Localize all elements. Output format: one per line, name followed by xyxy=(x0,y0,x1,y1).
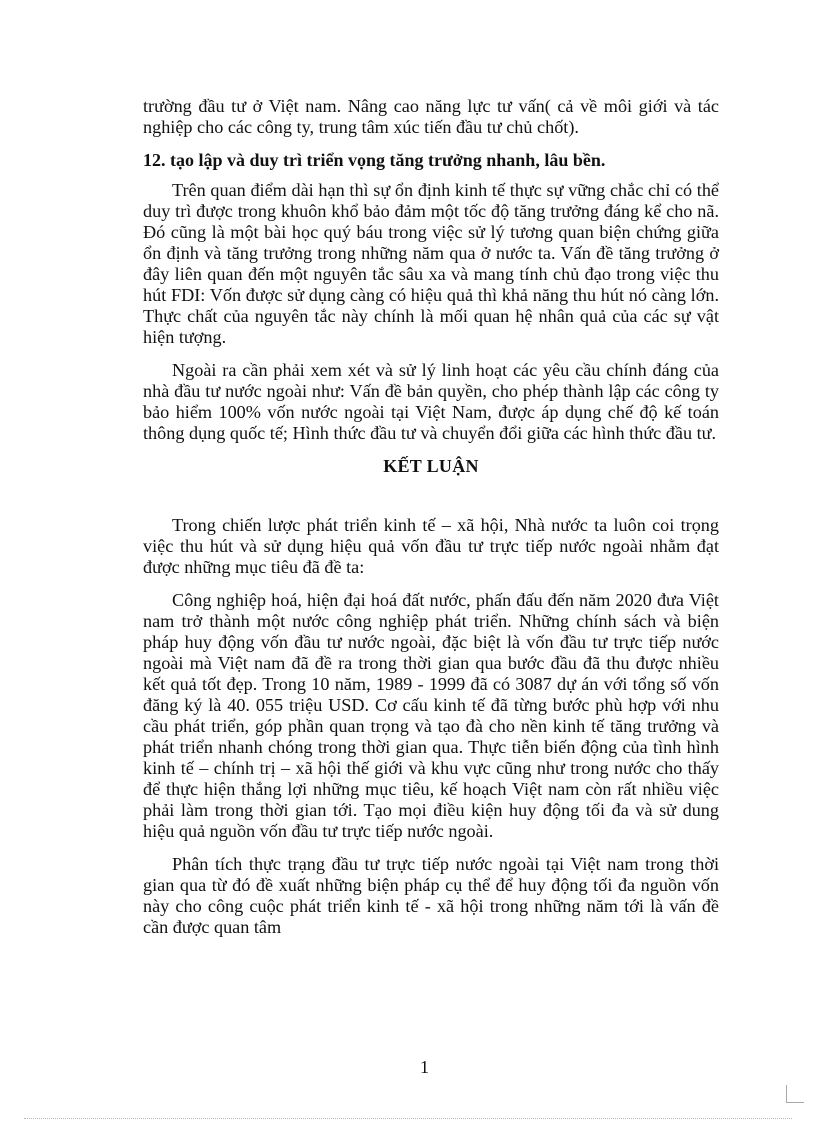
corner-mark-horizontal xyxy=(786,1102,804,1103)
conclusion-paragraph-3: Phân tích thực trạng đầu tư trực tiếp nước ngoài tại Việt nam trong thời gian qua từ đó đề xuất những biện pháp cụ thể để huy động tối đa nguồn vốn này cho công cuộc phát triển kinh tế - xã hội trong những năm tới là vấn đề cần được quan tâm xyxy=(143,854,719,937)
corner-mark-vertical xyxy=(786,1085,787,1103)
conclusion-paragraph-1: Trong chiến lược phát triển kinh tế – xã hội, Nhà nước ta luôn coi trọng việc thu hút và sử dụng hiệu quả vốn đầu tư trực tiếp nước ngoài nhằm đạt được những mục tiêu đã đề ta: xyxy=(143,515,719,577)
section-heading: 12. tạo lập và duy trì triển vọng tăng trưởng nhanh, lâu bền. xyxy=(143,150,606,170)
page-corner-mark xyxy=(786,1085,804,1103)
page-bottom-dotted-line xyxy=(24,1118,792,1119)
continuation-paragraph: trường đầu tư ở Việt nam. Nâng cao năng lực tư vấn( cả về môi giới và tác nghiệp cho các công ty, trung tâm xúc tiến đầu tư chủ chốt). xyxy=(143,96,719,137)
section-paragraph-1: Trên quan điểm dài hạn thì sự ổn định kinh tế thực sự vững chắc chỉ có thể duy trì được trong khuôn khổ bảo đảm một tốc độ tăng trưởng đáng kể cho nã. Đó cũng là một bài học quý báu trong việc sử lý tương quan biện chứng giữa ổn định và tăng trưởng trong những năm qua ở nước ta. Vấn đề tăng trưởng ở đây liên quan đến một nguyên tắc sâu xa và mang tính chủ đạo trong việc thu hút FDI: Vốn được sử dụng càng có hiệu quả thì khả năng thu hút nó càng lớn. Thực chất của nguyên tắc này chính là mối quan hệ nhân quả của các sự vật hiện tượng. xyxy=(143,180,719,347)
page-content xyxy=(143,96,719,950)
conclusion-title: KẾT LUẬN xyxy=(383,456,479,476)
conclusion-paragraph-2: Công nghiệp hoá, hiện đại hoá đất nước, phấn đấu đến năm 2020 đưa Việt nam trở thành một nước công nghiệp phát triển. Những chính sách và biện pháp huy động vốn đầu tư nước ngoài, đặc biệt là vốn đầu tư trực tiếp nước ngoài mà Việt nam đã đề ra trong thời gian qua bước đầu đã thu được nhiều kết quả tốt đẹp. Trong 10 năm, 1989 - 1999 đã có 3087 dự án với tổng số vốn đăng ký là 40. 055 triệu USD. Cơ cấu kinh tế đã từng bước phù hợp với nhu cầu phát triển, góp phần quan trọng và tạo đà cho nền kinh tế tăng trưởng và phát triển nhanh chóng trong thời gian qua. Thực tiễn biến động của tình hình kinh tế – chính trị – xã hội thế giới và khu vực cũng như trong nước cho thấy để thực hiện thắng lợi những mục tiêu, kế hoạch Việt nam còn rất nhiều việc phải làm trong thời gian tới. Tạo mọi điều kiện huy động tối đa và sử dung hiệu quả nguồn vốn đầu tư trực tiếp nước ngoài. xyxy=(143,590,719,841)
page-number: 1 xyxy=(420,1057,429,1077)
section-paragraph-2: Ngoài ra cần phải xem xét và sử lý linh hoạt các yêu cầu chính đáng của nhà đầu tư nước ngoài như: Vấn đề bản quyền, cho phép thành lập các công ty bảo hiểm 100% vốn nước ngoài tại Việt Nam, được áp dụng chế độ kế toán thông dụng quốc tế; Hình thức đầu tư và chuyển đổi giữa các hình thức đầu tư. xyxy=(143,360,719,443)
